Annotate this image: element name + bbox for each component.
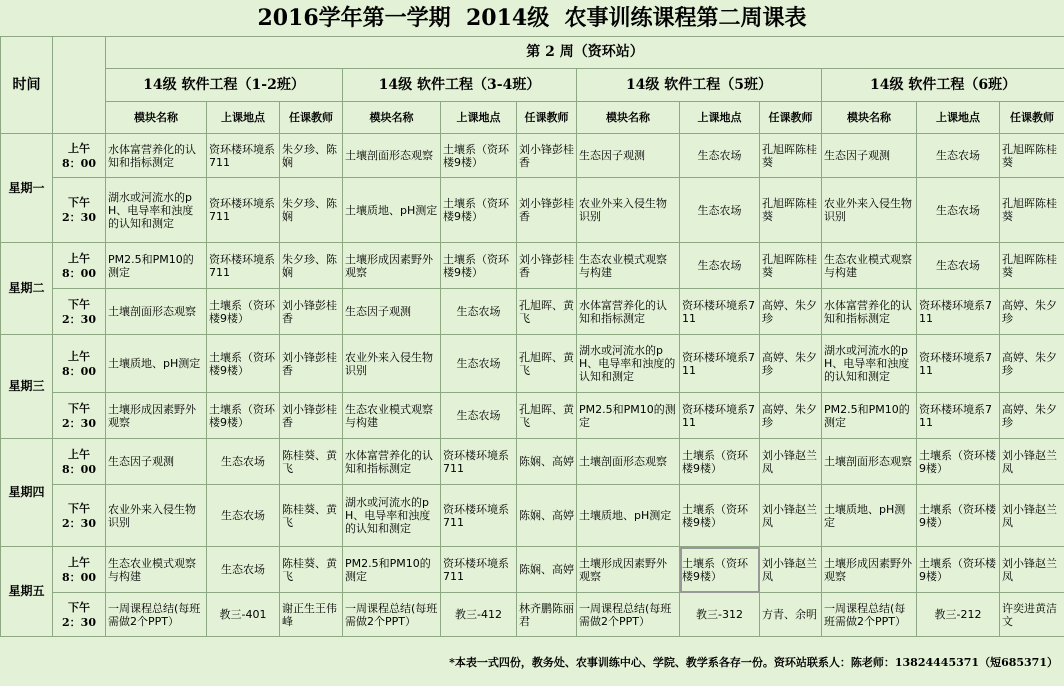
location-cell: 土壤系（资环楼9楼） — [441, 178, 517, 243]
module-name-cell: 生态因子观测 — [822, 134, 917, 178]
location-cell: 资环楼环境系711 — [680, 289, 760, 335]
time-header: 时间 — [1, 37, 53, 134]
location-cell: 资环楼环境系711 — [441, 485, 517, 547]
period-name: 下午 — [68, 600, 90, 614]
module-name-cell: 土壤形成因素野外观察 — [577, 547, 680, 593]
location-cell: 土壤系（资环楼9楼） — [207, 335, 280, 393]
module-name-cell: 湖水或河流水的pH、电导率和浊度的认知和测定 — [577, 335, 680, 393]
teacher-cell: 刘小锋彭桂香 — [517, 243, 577, 289]
module-name-cell: 水体富营养化的认知和指标测定 — [106, 134, 207, 178]
module-name-cell: 土壤质地、pH测定 — [106, 335, 207, 393]
period-name: 上午 — [68, 555, 90, 569]
day-label: 星期五 — [1, 547, 53, 637]
period-label — [53, 243, 106, 289]
teacher-cell: 刘小锋彭桂香 — [280, 335, 343, 393]
teacher-cell: 高婷、朱夕珍 — [1000, 289, 1064, 335]
teacher-header: 任课教师 — [517, 102, 577, 134]
module-name-cell: PM2.5和PM10的测定 — [577, 393, 680, 439]
location-cell: 教三-312 — [680, 593, 760, 637]
teacher-cell: 朱夕珍、陈娴 — [280, 134, 343, 178]
location-cell: 生态农场 — [917, 178, 1000, 243]
teacher-cell: 朱夕珍、陈娴 — [280, 243, 343, 289]
class-header: 14级 软件工程（1-2班） — [106, 69, 343, 102]
teacher-cell: 陈桂葵、黄飞 — [280, 547, 343, 593]
module-name-cell: PM2.5和PM10的测定 — [343, 547, 441, 593]
location-cell: 生态农场 — [680, 178, 760, 243]
location-cell: 资环楼环境系711 — [207, 178, 280, 243]
teacher-cell: 朱夕珍、陈娴 — [280, 178, 343, 243]
location-cell: 生态农场 — [680, 243, 760, 289]
location-cell: 土壤系（资环楼9楼） — [917, 439, 1000, 485]
period-name: 上午 — [68, 349, 90, 363]
location-cell: 教三-401 — [207, 593, 280, 637]
module-name-cell: 水体富营养化的认知和指标测定 — [577, 289, 680, 335]
teacher-cell: 陈桂葵、黄飞 — [280, 485, 343, 547]
period-time: 8：00 — [62, 364, 96, 378]
teacher-cell: 高婷、朱夕珍 — [1000, 335, 1064, 393]
location-cell: 土壤系（资环楼9楼） — [680, 485, 760, 547]
table-row — [1, 178, 1064, 243]
period-time: 2：30 — [62, 416, 96, 430]
location-cell: 生态农场 — [917, 243, 1000, 289]
location-cell: 资环楼环境系711 — [207, 134, 280, 178]
period-name: 下午 — [68, 401, 90, 415]
period-label — [53, 289, 106, 335]
location-header: 上课地点 — [441, 102, 517, 134]
teacher-cell: 刘小锋彭桂香 — [280, 393, 343, 439]
location-cell: 土壤系（资环楼9楼） — [917, 485, 1000, 547]
table-row — [1, 243, 1064, 289]
table-row — [1, 289, 1064, 335]
module-name-header: 模块名称 — [343, 102, 441, 134]
module-name-cell: 生态因子观测 — [106, 439, 207, 485]
teacher-cell: 刘小锋赵兰凤 — [1000, 485, 1064, 547]
period-name: 上午 — [68, 251, 90, 265]
location-cell: 土壤系（资环楼9楼） — [680, 439, 760, 485]
location-cell: 生态农场 — [441, 393, 517, 439]
teacher-cell: 许奕进黄洁文 — [1000, 593, 1064, 637]
teacher-cell: 孔旭晖、黄飞 — [517, 393, 577, 439]
teacher-cell: 刘小锋彭桂香 — [517, 178, 577, 243]
location-cell: 生态农场 — [441, 335, 517, 393]
period-time: 2：30 — [62, 516, 96, 530]
table-row — [1, 134, 1064, 178]
week-header: 第 2 周（资环站） — [106, 37, 1064, 69]
module-name-cell: 生态农业模式观察与构建 — [343, 393, 441, 439]
module-name-header: 模块名称 — [106, 102, 207, 134]
period-label — [53, 335, 106, 393]
location-cell: 生态农场 — [207, 547, 280, 593]
location-cell: 资环楼环境系711 — [207, 243, 280, 289]
location-cell: 土壤系（资环楼9楼） — [441, 134, 517, 178]
teacher-cell: 孔旭晖、黄飞 — [517, 289, 577, 335]
location-cell: 生态农场 — [207, 485, 280, 547]
module-name-header: 模块名称 — [577, 102, 680, 134]
class-header: 14级 软件工程（5班） — [577, 69, 822, 102]
module-name-cell: 生态因子观测 — [577, 134, 680, 178]
teacher-cell: 刘小锋赵兰凤 — [1000, 547, 1064, 593]
teacher-cell: 高婷、朱夕珍 — [760, 289, 822, 335]
period-name: 上午 — [68, 447, 90, 461]
module-name-cell: 一周课程总结(每班需做2个PPT） — [577, 593, 680, 637]
period-label — [53, 439, 106, 485]
module-name-cell: 一周课程总结(每班需做2个PPT） — [343, 593, 441, 637]
footer-note: *本表一式四份，教务处、农事训练中心、学院、教学系各存一份。资环站联系人：陈老师：13824445371（短685371） — [449, 656, 1058, 669]
teacher-cell: 方青、余明 — [760, 593, 822, 637]
teacher-cell: 高婷、朱夕珍 — [1000, 393, 1064, 439]
module-name-cell: PM2.5和PM10的测定 — [106, 243, 207, 289]
location-cell: 土壤系（资环楼9楼） — [441, 243, 517, 289]
period-label — [53, 178, 106, 243]
period-time: 2：30 — [62, 615, 96, 629]
period-name: 下午 — [68, 297, 90, 311]
module-name-cell: 湖水或河流水的pH、电导率和浊度的认知和测定 — [343, 485, 441, 547]
module-name-cell: 湖水或河流水的pH、电导率和浊度的认知和测定 — [106, 178, 207, 243]
module-name-header: 模块名称 — [822, 102, 917, 134]
location-cell: 土壤系（资环楼9楼） — [207, 393, 280, 439]
table-row — [1, 439, 1064, 485]
module-name-cell: 土壤质地、pH测定 — [343, 178, 441, 243]
teacher-header: 任课教师 — [760, 102, 822, 134]
module-name-cell: 生态农业模式观察与构建 — [822, 243, 917, 289]
location-cell: 土壤系（资环楼9楼） — [207, 289, 280, 335]
table-row — [1, 393, 1064, 439]
teacher-cell: 刘小锋赵兰凤 — [760, 485, 822, 547]
teacher-cell: 孔旭晖、黄飞 — [517, 335, 577, 393]
location-header: 上课地点 — [207, 102, 280, 134]
period-time: 8：00 — [62, 462, 96, 476]
teacher-cell: 陈娴、高婷 — [517, 485, 577, 547]
location-header: 上课地点 — [680, 102, 760, 134]
module-name-cell: 土壤形成因素野外观察 — [343, 243, 441, 289]
teacher-cell: 陈娴、高婷 — [517, 547, 577, 593]
teacher-cell: 孔旭晖陈桂葵 — [760, 243, 822, 289]
location-cell: 生态农场 — [680, 134, 760, 178]
period-label — [53, 393, 106, 439]
location-cell: 教三-412 — [441, 593, 517, 637]
module-name-cell: 土壤剖面形态观察 — [822, 439, 917, 485]
location-header: 上课地点 — [917, 102, 1000, 134]
module-name-cell: 水体富营养化的认知和指标测定 — [343, 439, 441, 485]
module-name-cell: 土壤质地、pH测定 — [822, 485, 917, 547]
period-name: 下午 — [68, 501, 90, 515]
table-row — [1, 593, 1064, 637]
location-cell: 土壤系（资环楼9楼） — [680, 547, 760, 593]
teacher-cell: 高婷、朱夕珍 — [760, 335, 822, 393]
location-cell: 资环楼环境系711 — [441, 439, 517, 485]
module-name-cell: 农业外来入侵生物识别 — [822, 178, 917, 243]
teacher-header: 任课教师 — [280, 102, 343, 134]
location-cell: 资环楼环境系711 — [441, 547, 517, 593]
teacher-cell: 刘小锋彭桂香 — [280, 289, 343, 335]
period-time: 8：00 — [62, 570, 96, 584]
period-label — [53, 134, 106, 178]
teacher-cell: 孔旭晖陈桂葵 — [1000, 178, 1064, 243]
teacher-cell: 孔旭晖陈桂葵 — [1000, 134, 1064, 178]
location-cell: 资环楼环境系711 — [680, 393, 760, 439]
location-cell: 生态农场 — [207, 439, 280, 485]
module-name-cell: 生态农业模式观察与构建 — [577, 243, 680, 289]
teacher-cell: 刘小锋赵兰凤 — [1000, 439, 1064, 485]
module-name-cell: 农业外来入侵生物识别 — [343, 335, 441, 393]
period-label — [53, 485, 106, 547]
time-header-blank — [53, 37, 106, 134]
table-row — [1, 485, 1064, 547]
teacher-cell: 陈桂葵、黄飞 — [280, 439, 343, 485]
module-name-cell: 生态因子观测 — [343, 289, 441, 335]
period-time: 8：00 — [62, 156, 96, 170]
module-name-cell: 土壤质地、pH测定 — [577, 485, 680, 547]
period-name: 下午 — [68, 196, 90, 209]
location-cell: 生态农场 — [441, 289, 517, 335]
day-label: 星期三 — [1, 335, 53, 439]
module-name-cell: 土壤形成因素野外观察 — [106, 393, 207, 439]
teacher-cell: 林齐鹏陈丽君 — [517, 593, 577, 637]
location-cell: 资环楼环境系711 — [917, 335, 1000, 393]
teacher-cell: 高婷、朱夕珍 — [760, 393, 822, 439]
class-header: 14级 软件工程（6班） — [822, 69, 1064, 102]
teacher-cell: 陈娴、高婷 — [517, 439, 577, 485]
page-title: 2016学年第一学期 2014级 农事训练课程第二周课表 — [257, 5, 807, 31]
day-label: 星期一 — [1, 134, 53, 243]
teacher-cell: 谢正生王伟峰 — [280, 593, 343, 637]
day-label: 星期二 — [1, 243, 53, 335]
table-row — [1, 547, 1064, 593]
teacher-cell: 刘小锋赵兰凤 — [760, 439, 822, 485]
period-time: 8：00 — [62, 266, 96, 280]
module-name-cell: 农业外来入侵生物识别 — [106, 485, 207, 547]
period-time: 2：30 — [62, 312, 96, 326]
period-label — [53, 593, 106, 637]
module-name-cell: 土壤剖面形态观察 — [106, 289, 207, 335]
module-name-cell: 一周课程总结(每班需做2个PPT） — [106, 593, 207, 637]
location-cell: 教三-212 — [917, 593, 1000, 637]
module-name-cell: 土壤剖面形态观察 — [577, 439, 680, 485]
module-name-cell: 土壤剖面形态观察 — [343, 134, 441, 178]
teacher-cell: 孔旭晖陈桂葵 — [760, 134, 822, 178]
module-name-cell: 一周课程总结(每班需做2个PPT） — [822, 593, 917, 637]
module-name-cell: PM2.5和PM10的测定 — [822, 393, 917, 439]
teacher-header: 任课教师 — [1000, 102, 1064, 134]
location-cell: 资环楼环境系711 — [680, 335, 760, 393]
location-cell: 土壤系（资环楼9楼） — [917, 547, 1000, 593]
teacher-cell: 孔旭晖陈桂葵 — [760, 178, 822, 243]
location-cell: 资环楼环境系711 — [917, 289, 1000, 335]
period-label — [53, 547, 106, 593]
schedule-table — [0, 36, 1064, 637]
class-header: 14级 软件工程（3-4班） — [343, 69, 577, 102]
module-name-cell: 农业外来入侵生物识别 — [577, 178, 680, 243]
period-time: 2：30 — [62, 211, 96, 224]
table-row — [1, 335, 1064, 393]
teacher-cell: 刘小锋彭桂香 — [517, 134, 577, 178]
module-name-cell: 生态农业模式观察与构建 — [106, 547, 207, 593]
teacher-cell: 刘小锋赵兰凤 — [760, 547, 822, 593]
module-name-cell: 水体富营养化的认知和指标测定 — [822, 289, 917, 335]
module-name-cell: 土壤形成因素野外观察 — [822, 547, 917, 593]
location-cell: 生态农场 — [917, 134, 1000, 178]
period-name: 上午 — [68, 141, 90, 155]
location-cell: 资环楼环境系711 — [917, 393, 1000, 439]
teacher-cell: 孔旭晖陈桂葵 — [1000, 243, 1064, 289]
module-name-cell: 湖水或河流水的pH、电导率和浊度的认知和测定 — [822, 335, 917, 393]
day-label: 星期四 — [1, 439, 53, 547]
